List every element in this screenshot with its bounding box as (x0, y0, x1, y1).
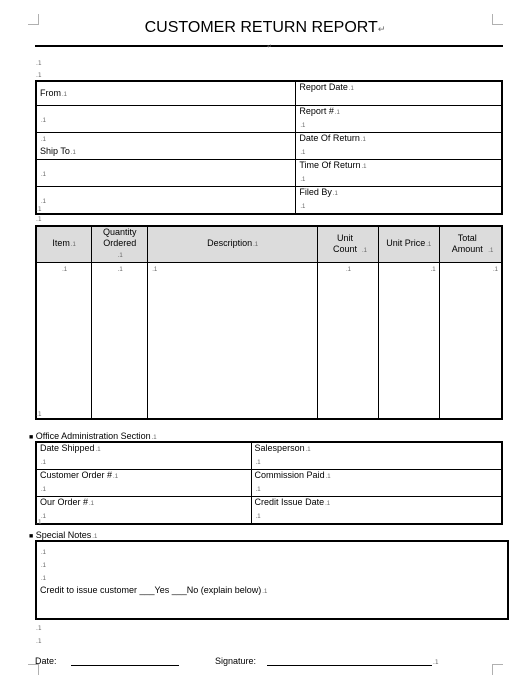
report-date-label: Report Date (299, 82, 348, 92)
unit-price-header: Unit Price.1 (378, 226, 439, 263)
total-amount-header-text: Total Amount (451, 232, 483, 254)
item-header: Item.1 (36, 226, 92, 263)
paragraph-mark: .1 (36, 72, 42, 79)
paragraph-mark: .1 (36, 206, 42, 213)
report-title-text: CUSTOMER RETURN REPORT (144, 19, 378, 36)
report-no-cell[interactable]: Report #.1 .1 (296, 105, 502, 132)
date-label: Date: (35, 656, 57, 666)
address-line-2[interactable]: .1 (36, 159, 296, 186)
paragraph-mark: .1 (36, 216, 42, 223)
credit-issue-date-cell[interactable]: Credit Issue Date.1 .1 (251, 497, 502, 525)
special-notes-heading: ■ Special Notes.1 (29, 530, 98, 540)
our-order-cell[interactable]: Our Order #.1 .1 (36, 497, 251, 525)
office-table (35, 441, 503, 525)
item-header-text: Item (52, 238, 70, 248)
date-shipped-cell[interactable]: Date Shipped.1 .1 (36, 442, 251, 470)
salesperson-cell[interactable]: Salesperson.1 .1 (251, 442, 502, 470)
our-order-label: Our Order # (40, 497, 89, 507)
unit-price-header-text: Unit Price (386, 238, 426, 248)
quantity-cell[interactable]: .1 (92, 263, 148, 419)
office-section-heading-text: Office Administration Section (35, 431, 151, 441)
special-notes-heading-text: Special Notes (35, 530, 92, 540)
paragraph-mark: ↵ (267, 43, 273, 50)
customer-order-label: Customer Order # (40, 470, 113, 480)
total-amount-cell[interactable]: .1 (439, 263, 502, 419)
office-section-heading: ■ Office Administration Section.1 (29, 431, 157, 441)
filed-by-cell[interactable]: Filed By.1 .1 (296, 186, 502, 214)
paragraph-mark: .1 (36, 638, 42, 645)
unit-price-cell[interactable]: .1 (378, 263, 439, 419)
quantity-ordered-header-text: Quantity Ordered (102, 227, 137, 248)
commission-paid-cell[interactable]: Commission Paid.1 .1 (251, 470, 502, 497)
unit-count-cell[interactable]: .1 (318, 263, 379, 419)
item-cell[interactable]: .1 (36, 263, 92, 419)
date-shipped-label: Date Shipped (40, 443, 95, 453)
time-of-return-label: Time Of Return (299, 159, 361, 170)
unit-count-header: Unit Count .1 (318, 226, 379, 263)
customer-order-cell[interactable]: Customer Order #.1 .1 (36, 470, 251, 497)
time-of-return-cell[interactable]: Time Of Return.1 .1 (296, 159, 502, 186)
ship-to-label: Ship To (40, 145, 70, 156)
table-row (36, 263, 502, 419)
commission-paid-label: Commission Paid (254, 470, 325, 480)
items-table (35, 225, 503, 420)
crop-mark-bottom-right (492, 664, 503, 675)
credit-issue-line[interactable]: Credit to issue customer ___Yes ___No (explain below).1 (40, 585, 268, 595)
from-cell[interactable]: From.1 (36, 81, 296, 105)
paragraph-mark: .1 (36, 519, 42, 526)
paragraph-mark: .1 (36, 625, 42, 632)
unit-count-header-text: Unit Count (332, 232, 357, 254)
date-of-return-label: Date Of Return (299, 132, 360, 143)
address-line-3[interactable]: .1 (36, 186, 296, 214)
signature-label: Signature: (215, 656, 257, 666)
report-no-label: Report # (299, 105, 334, 116)
credit-issue-date-label: Credit Issue Date (254, 497, 325, 507)
description-header: Description.1 (148, 226, 318, 263)
description-cell[interactable]: .1 (148, 263, 318, 419)
total-amount-header: Total Amount .1 (439, 226, 502, 263)
salesperson-label: Salesperson (254, 443, 305, 453)
credit-issue-text: Credit to issue customer ___Yes ___No (explain below) (40, 585, 262, 595)
paragraph-mark: .1 (36, 60, 42, 67)
address-table (35, 80, 503, 215)
ship-to-cell[interactable]: .1 Ship To.1 (36, 132, 296, 159)
address-line-1[interactable]: .1 (36, 105, 296, 132)
filed-by-label: Filed By (299, 186, 332, 197)
report-title: CUSTOMER RETURN REPORT↵ (144, 19, 386, 36)
paragraph-mark: .1 (36, 411, 42, 418)
date-of-return-cell[interactable]: Date Of Return.1 .1 (296, 132, 502, 159)
paragraph-mark: .1 (433, 659, 439, 666)
description-header-text: Description (207, 238, 253, 248)
signature-line[interactable] (267, 665, 432, 666)
report-date-cell[interactable]: Report Date.1 (296, 81, 502, 105)
date-line[interactable] (71, 665, 179, 666)
quantity-ordered-header: Quantity Ordered.1 (92, 226, 148, 263)
special-notes-box[interactable]: .1 .1 .1 Credit to issue customer ___Yes ___No (explain below).1 (35, 540, 509, 620)
from-label: From (40, 88, 61, 99)
